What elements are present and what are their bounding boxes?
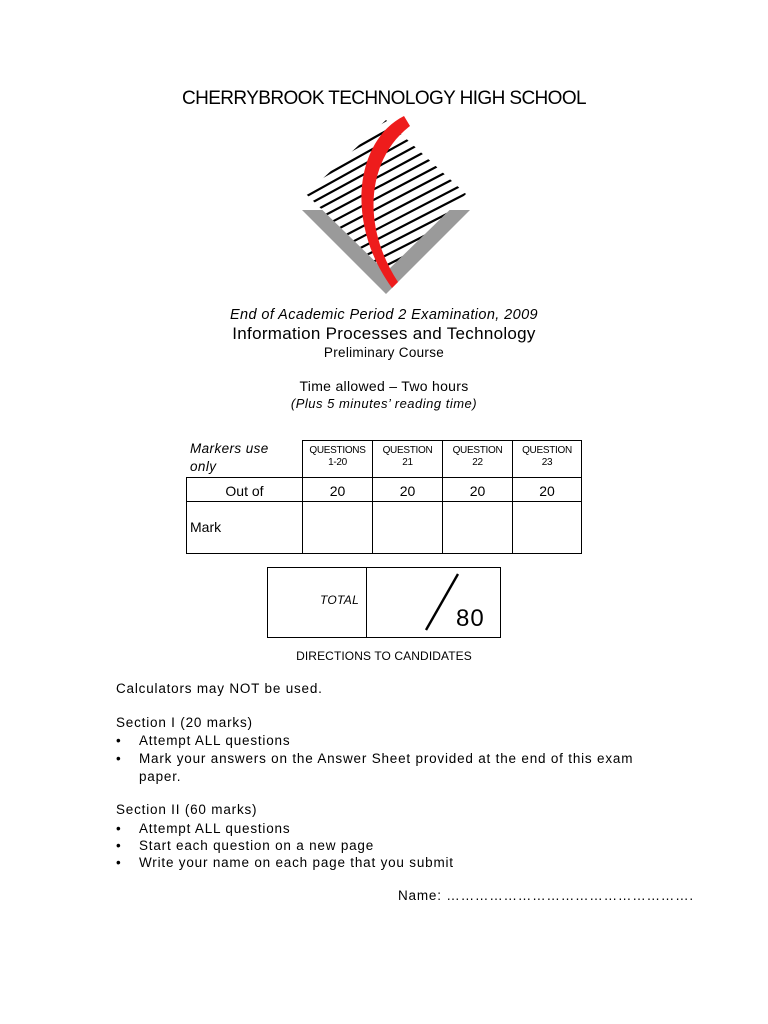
column-header-line2: 21 <box>402 457 413 468</box>
column-header-line1: QUESTION <box>452 445 503 456</box>
school-name: CHERRYBROOK TECHNOLOGY HIGH SCHOOL <box>181 88 587 109</box>
calculators-note: Calculators may NOT be used. <box>116 681 323 696</box>
column-header-question-21 <box>372 440 443 478</box>
school-crest-icon <box>298 112 474 294</box>
total-divider <box>366 567 367 638</box>
out-of-value: 20 <box>442 477 513 502</box>
mark-input-questions-1-20[interactable] <box>302 501 373 554</box>
column-header-line2: 23 <box>541 457 553 468</box>
out-of-label: Out of <box>186 477 303 502</box>
reading-time: (Plus 5 minutes’ reading time) <box>290 396 478 411</box>
column-header-line2: 1-20 <box>328 457 347 468</box>
exam-title: End of Academic Period 2 Examination, 2009 <box>229 307 539 323</box>
mark-label: Mark <box>186 501 303 554</box>
column-header-question-22 <box>442 440 513 478</box>
course-name: Preliminary Course <box>323 345 445 360</box>
column-header-question-23 <box>512 440 582 478</box>
out-of-value: 20 <box>372 477 443 502</box>
name-field[interactable]: Name: ……………………………………………. <box>398 888 694 903</box>
bullet-icon: • <box>116 855 122 870</box>
total-label: TOTAL <box>320 593 360 607</box>
directions-heading: DIRECTIONS TO CANDIDATES <box>296 649 472 663</box>
time-allowed: Time allowed – Two hours <box>299 378 469 394</box>
list-item-text: Mark your answers on the Answer Sheet provided at the end of this exam paper. <box>139 751 634 784</box>
out-of-value: 20 <box>302 477 373 502</box>
mark-input-question-22[interactable] <box>442 501 513 554</box>
column-header-line1: QUESTION <box>522 445 572 456</box>
list-item-text: Write your name on each page that you submit <box>139 855 454 870</box>
list-item-text: Attempt ALL questions <box>139 733 291 748</box>
bullet-icon: • <box>116 821 122 836</box>
section-1-heading: Section I (20 marks) <box>116 715 253 730</box>
list-item-text: Attempt ALL questions <box>139 821 291 836</box>
bullet-icon: • <box>116 733 122 748</box>
mark-input-question-23[interactable] <box>512 501 582 554</box>
total-max-marks: 80 <box>456 605 485 632</box>
mark-input-question-21[interactable] <box>372 501 443 554</box>
column-header-line1: QUESTION <box>382 445 433 456</box>
section-2-heading: Section II (60 marks) <box>116 802 258 817</box>
out-of-value: 20 <box>512 477 582 502</box>
list-item-text: Start each question on a new page <box>139 838 375 853</box>
column-header-line1: QUESTIONS <box>309 445 366 456</box>
column-header-line2: 22 <box>472 457 483 468</box>
bullet-icon: • <box>116 838 122 853</box>
markers-use-only-label: Markers use only <box>190 441 269 474</box>
bullet-icon: • <box>116 751 122 766</box>
subject-name: Information Processes and Technology <box>232 324 536 343</box>
column-header-questions-1-20 <box>302 440 373 478</box>
